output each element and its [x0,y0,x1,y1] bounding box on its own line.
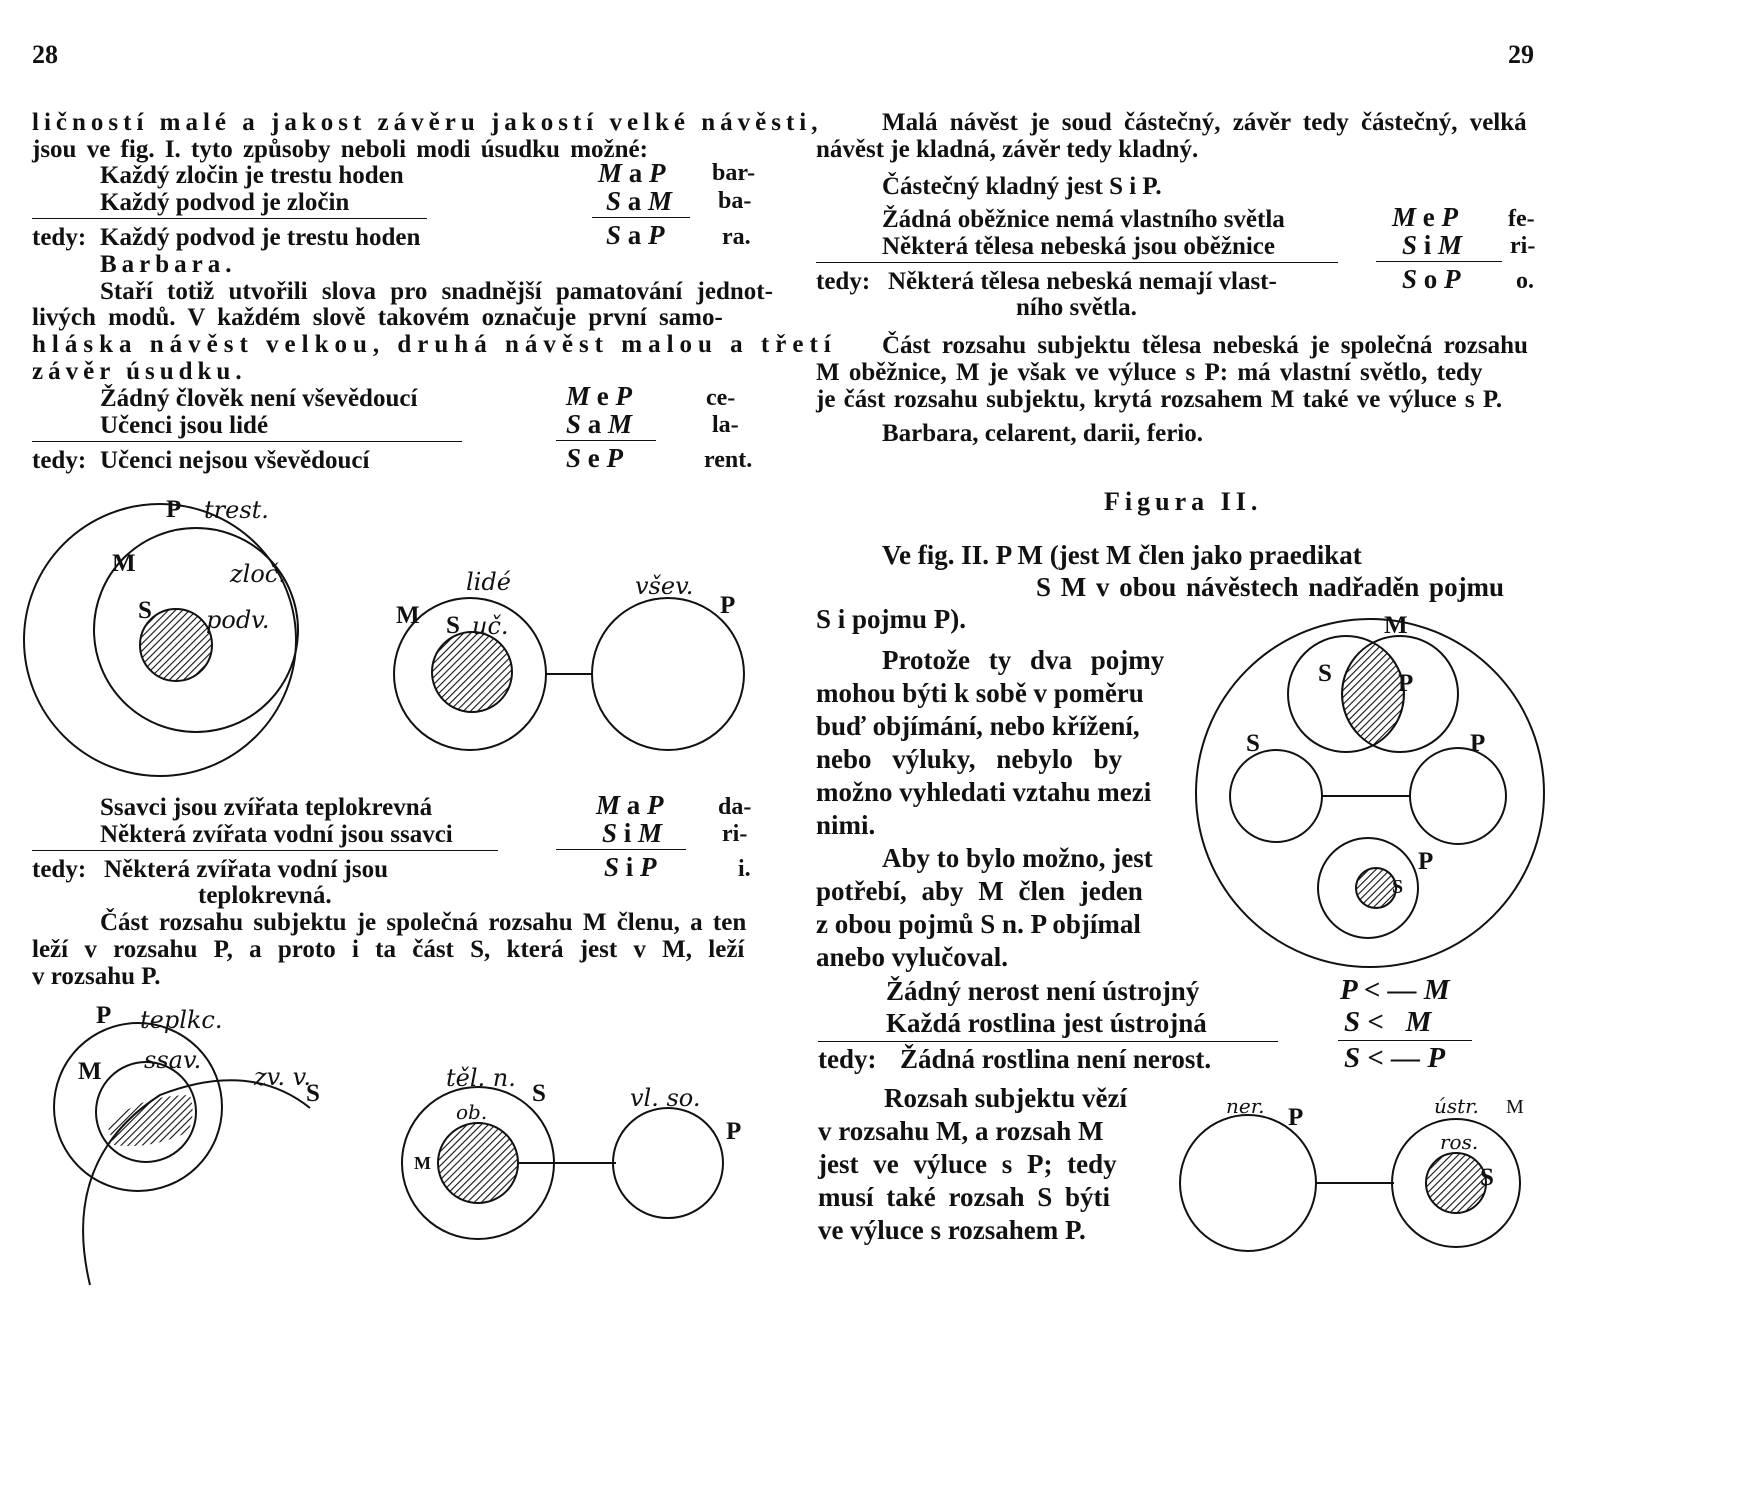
diagram-label: M [78,1058,102,1085]
mode-syllable: ba- [718,188,752,214]
conclusion-prefix: tedy: [32,224,87,251]
conclusion: Některá tělesa nebeská nemají vlast- [888,268,1277,295]
diagram-label: S [1246,730,1260,757]
circle-S [1230,750,1322,842]
diagram-handwritten-label: trest. [204,496,269,524]
text-line: je část rozsahu subjektu, krytá rozsahem M také ve výluce s P. [816,386,1503,413]
conclusion: Některá zvířata vodní jsou [104,856,388,883]
diagram-label: S [138,597,152,624]
formula-conclusion: S a P [606,220,665,250]
diagram-label: M [1384,612,1408,639]
diagram-handwritten-label: těl. n. [446,1064,516,1092]
diagram-handwritten-label: ros. [1440,1130,1479,1154]
diagram-label: P [166,496,182,523]
text-line: ličností malé a jakost závěru jakostí velké návěsti, [32,109,823,136]
mode-syllable: o. [1516,268,1534,294]
text-line: leží v rozsahu P, a proto i ta část S, která jest v M, leží [32,936,745,963]
text-line: anebo vylučoval. [816,942,1009,972]
diagram-label: M [112,550,136,577]
diagram-label: P [1470,730,1486,757]
diagram-handwritten-label: teplkc. [140,1006,223,1034]
conclusion: Každý podvod je trestu hoden [100,224,421,251]
text-line: z obou pojmů S n. P objímal [816,909,1141,939]
mode-syllable: ri- [1510,233,1536,259]
premise-minor: Učenci jsou lidé [100,412,269,439]
premise-minor: Některá tělesa nebeská jsou oběžnice [882,233,1275,260]
intersection-hatch [1343,643,1404,745]
text-line: Rozsah subjektu vězí [884,1083,1128,1113]
formula-rule [1338,1040,1472,1041]
formula-major: P < — M [1340,974,1450,1006]
circle-M [438,1123,518,1203]
diagram-label: P [726,1118,742,1145]
formula-major: M a P [596,790,664,820]
circle-P [613,1108,723,1218]
diagram-handwritten-label: lidé [466,568,511,596]
page-number-left: 28 [32,40,58,69]
diagram-handwritten-label: ob. [456,1100,488,1124]
diagram-label: M [1506,1096,1524,1118]
text-line: Barbara, celarent, darii, ferio. [882,420,1203,447]
formula-major: M e P [1392,202,1458,232]
text-line: hláska návěst velkou, druhá návěst malou a třetí [32,331,837,358]
mode-name: Barbara. [100,251,237,278]
premise-major: Žádná oběžnice nemá vlastního světla [882,206,1285,233]
text-line: závěr úsudku. [32,358,247,385]
text-line: livých modů. V každém slově takovém označuje první samo- [32,304,723,331]
text-line: Část rozsahu subjektu je společná rozsahu M členu, a ten [100,909,747,936]
text-line: jest ve výluce s P; tedy [818,1149,1117,1179]
diagram-label: P [1398,670,1414,697]
text-line: jsou ve fig. I. tyto způsoby neboli modi úsudku možné: [32,136,648,163]
text-line: potřebí, aby M člen jeden [816,876,1143,906]
text-line: možno vyhledati vztahu mezi [816,777,1152,807]
circle-S [1426,1153,1486,1213]
diagram-label: M [414,1153,431,1173]
formula-major: M e P [566,381,632,411]
premise-major: Žádný nerost není ústrojný [886,976,1200,1006]
diagram-label: P [1418,848,1434,875]
text-line: Část rozsahu subjektu tělesa nebeská je společná rozsahu [882,332,1528,359]
text-line: návěst je kladná, závěr tedy kladný. [816,136,1199,163]
diagram-handwritten-label: vl. so. [630,1084,701,1112]
formula-minor: S a M [606,186,673,216]
conclusion: Žádná rostlina není nerost. [900,1044,1212,1074]
text-line: M oběžnice, M je však ve výluce s P: má vlastní světlo, tedy [816,359,1483,386]
diagram-label: P [1288,1104,1304,1131]
syllogism-rule [32,850,498,851]
diagram-handwritten-label: zv. v. [254,1063,311,1091]
formula-conclusion: S o P [1402,264,1461,294]
text-line: nimi. [816,810,876,840]
text-line: Malá návěst je soud částečný, závěr tedy částečný, velká [882,109,1527,136]
text-line: Ve fig. II. P M (jest M člen jako praedikat [882,540,1362,570]
diagram-handwritten-label: ústr. [1434,1094,1479,1118]
formula-conclusion: S i P [604,852,657,882]
text-line: buď objímání, nebo křížení, [816,711,1140,741]
premise-minor: Každá rostlina jest ústrojná [886,1008,1207,1038]
circle-S [1356,868,1396,908]
premise-minor: Každý podvod je zločin [100,189,350,216]
diagram-handwritten-label: všev. [635,572,694,600]
syllogism-rule [818,1041,1278,1042]
conclusion: ního světla. [1016,294,1137,321]
diagram-label: S [1392,876,1404,898]
mode-syllable: da- [718,794,752,820]
diagram-handwritten-label: uč. [472,612,509,640]
conclusion: teplokrevná. [198,882,332,909]
mode-syllable: ce- [706,385,736,411]
mode-syllable: bar- [712,160,756,186]
page-number-right: 29 [1508,40,1534,69]
conclusion: Učenci nejsou vševědoucí [100,447,370,474]
diagram-handwritten-label: zloč. [230,560,286,588]
circle-S [432,632,512,712]
text-line: Protože ty dva pojmy [882,645,1165,675]
text-line: mohou býti k sobě v poměru [816,678,1144,708]
mode-syllable: ri- [722,821,748,847]
circle-P [1410,748,1506,844]
figure-heading: Figura II. [1104,487,1263,516]
diagram-handwritten-label: podv. [206,606,270,634]
circle-P [592,598,744,750]
diagram-label: M [396,602,420,629]
diagram-label: S [532,1080,546,1107]
formula-minor: S a M [566,409,633,439]
premise-minor: Některá zvířata vodní jsou ssavci [100,821,453,848]
conclusion-prefix: tedy: [816,268,871,295]
formula-minor: S < M [1344,1006,1432,1038]
premise-major: Každý zločin je trestu hoden [100,162,404,189]
text-line: S M v obou návěstech nadřaděn pojmu [1036,572,1505,602]
diagram-label: S [1480,1164,1494,1191]
diagram-label: S [1318,660,1332,687]
formula-minor: S i M [1402,230,1463,260]
diagram-label: P [96,1002,112,1029]
mode-syllable: la- [712,412,739,438]
diagram-label: S [446,612,460,639]
formula-rule [556,849,686,850]
mode-syllable: ra. [722,224,751,250]
formula-major: M a P [598,158,666,188]
diagram-handwritten-label: ssav. [144,1046,202,1074]
text-line: v rozsahu M, a rozsah M [818,1116,1104,1146]
euler-diagrams-right [880,0,1752,1500]
mode-syllable: rent. [704,447,753,473]
diagram-label: P [720,592,736,619]
conclusion-prefix: tedy: [818,1044,877,1074]
text-line: musí také rozsah S býti [818,1182,1111,1212]
premise-major: Ssavci jsou zvířata teplokrevná [100,794,433,821]
conclusion-prefix: tedy: [32,856,87,883]
diagram-label: S [306,1080,320,1107]
text-line: Částečný kladný jest S i P. [882,173,1162,200]
text-line: S i pojmu P). [816,604,967,634]
formula-conclusion: S < — P [1344,1042,1446,1074]
text-line: ve výluce s rozsahem P. [818,1215,1086,1245]
premise-major: Žádný člověk není vševědoucí [100,385,418,412]
formula-minor: S i M [602,818,663,848]
mode-syllable: i. [738,856,751,882]
text-line: Staří totiž utvořili slova pro snadnější pamatování jednot- [100,278,773,305]
text-line: nebo výluky, nebylo by [816,744,1123,774]
text-line: Aby to bylo možno, jest [882,843,1153,873]
mode-syllable: fe- [1508,206,1535,232]
text-line: v rozsahu P. [32,963,161,990]
diagram-handwritten-label: ner. [1226,1094,1265,1118]
formula-conclusion: S e P [566,443,624,473]
conclusion-prefix: tedy: [32,447,87,474]
circle-P [1180,1115,1316,1251]
